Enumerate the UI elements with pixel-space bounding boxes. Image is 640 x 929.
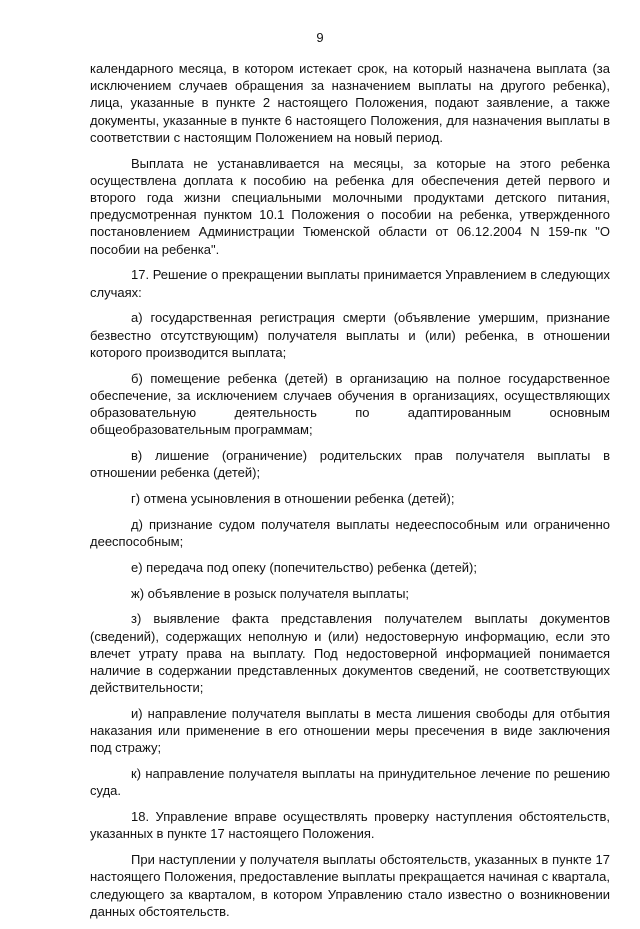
list-item-e: е) передача под опеку (попечительство) ребенка (детей); (131, 559, 477, 575)
list-item-i: и) направление получателя выплаты в места лишения свободы для отбытия наказания или применение в его отношении меры пресечения в виде заключения под стражу; (90, 706, 610, 756)
list-item-d: д) признание судом получателя выплаты недееспособным или ограниченно дееспособным; (90, 516, 610, 550)
paragraph-clause-17: 17. Решение о прекращении выплаты принимается Управлением в следующих случаях: (90, 267, 610, 300)
paragraph-termination-start: При наступлении у получателя выплаты обстоятельств, указанных в пункте 17 настоящего Положения, предоставление выплаты прекращается начиная с квартала, следующего за кварталом, в котором Управлению стало известно о возникновении данных обстоятельств. (90, 852, 610, 919)
list-item-zh: ж) объявление в розыск получателя выплаты; (131, 585, 410, 601)
list-item-a: а) государственная регистрация смерти (объявление умершим, признание безвестно отсутствующим) получателя выплаты и (или) ребенка, в отношении которого производится выплата; (90, 310, 610, 360)
list-item-k: к) направление получателя выплаты на принудительное лечение по решению суда. (90, 766, 610, 799)
page-number: 9 (316, 30, 324, 45)
paragraph-continuation: календарного месяца, в котором истекает срок, на который назначена выплата (за исключением случаев обращения за назначением выплаты на другого ребенка), лица, указанные в пункте 2 настоящего Положения, подают заявление, а также документы, указанные в пункте 6 настоящего Положения, для назначения выплаты в соответствии с настоящим Положением на новый период. (90, 61, 610, 145)
list-item-z: з) выявление факта представления получателем выплаты документов (сведений), содержащих неполную и (или) недостоверную информацию, если это влечет утрату права на выплату. Под недостоверной информацией понимается наличие в содержании представленных документов сведений, не соответствующих действительности; (90, 611, 610, 696)
list-item-v: в) лишение (ограничение) родительских прав получателя выплаты в отношении ребенка (детей); (90, 448, 610, 481)
list-item-g: г) отмена усыновления в отношении ребенка (детей); (131, 491, 455, 507)
document-body (90, 60, 610, 929)
paragraph-payment-exclusion: Выплата не устанавливается на месяцы, за которые на этого ребенка осуществлена доплата к пособию на ребенка для обеспечения детей первого и второго года жизни специальными молочными продуктами детского питания, предусмотренная пунктом 10.1 Положения о пособии на ребенка, утвержденного постановлением Администрации Тюменской области от 06.12.2004 N 159-пк "О пособии на ребенка". (90, 155, 610, 257)
list-item-b: б) помещение ребенка (детей) в организацию на полное государственное обеспечение, за исключением случаев обучения в организациях, осуществляющих образовательную деятельность по адаптированным основным общеобразовательным программам; (90, 370, 610, 438)
paragraph-clause-18: 18. Управление вправе осуществлять проверку наступления обстоятельств, указанных в пункте 17 настоящего Положения. (90, 809, 610, 842)
